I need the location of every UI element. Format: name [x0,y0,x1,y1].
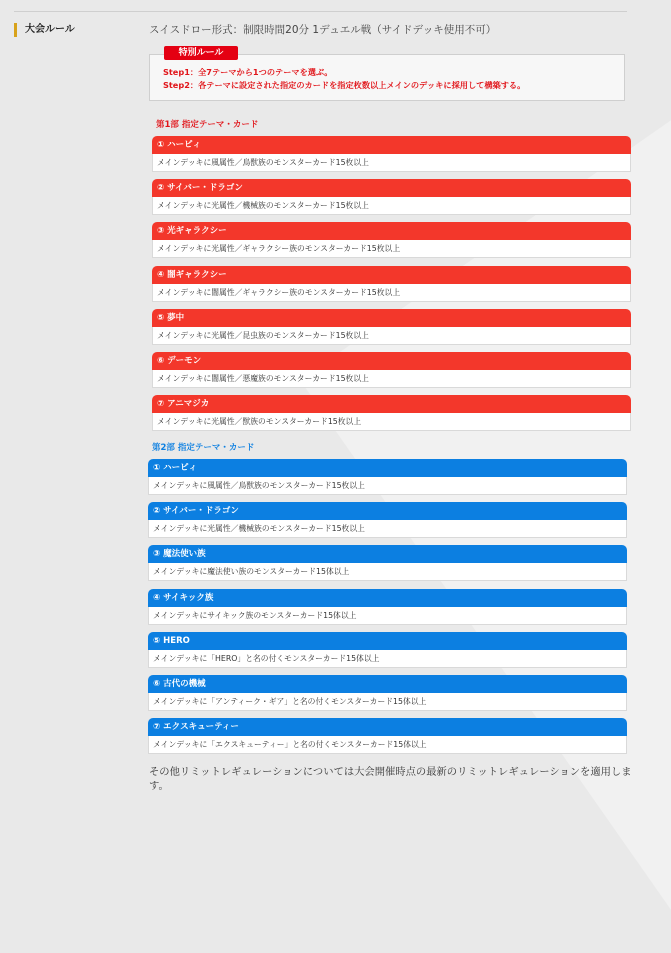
theme-title: ⑦ アニマジカ [152,395,631,413]
theme-title: ⑥ デーモン [152,352,631,370]
theme-card [148,545,627,581]
theme-card [148,718,627,754]
theme-card [152,395,631,431]
theme-title: ⑤ HERO [148,632,627,650]
theme-card [152,352,631,388]
special-rule-step2: Step2：各テーマに設定された指定のカードを指定枚数以上メインのデッキに採用して構築する。 [163,80,526,90]
theme-description: メインデッキに「HERO」と名の付くモンスターカード15体以上 [148,650,627,668]
theme-description: メインデッキに「アンティーク・ギア」と名の付くモンスターカード15体以上 [148,693,627,711]
theme-title: ③ 魔法使い族 [148,545,627,563]
tournament-format-text: スイスドロー形式：制限時間20分 1デュエル戦（サイドデッキ使用不可） [149,24,497,36]
theme-card [152,309,631,345]
part1-heading: 第1部 指定テーマ・カード [156,120,259,130]
theme-title: ⑥ 古代の機械 [148,675,627,693]
theme-card [148,589,627,625]
theme-title: ⑤ 夢中 [152,309,631,327]
theme-title: ④ サイキック族 [148,589,627,607]
theme-card [148,502,627,538]
theme-card [152,222,631,258]
theme-card [148,459,627,495]
theme-description: メインデッキに光属性／機械族のモンスターカード15枚以上 [152,197,631,215]
theme-card [148,632,627,668]
special-rule-tag: 特別ルール [164,46,238,60]
theme-description: メインデッキに光属性／昆虫族のモンスターカード15枚以上 [152,327,631,345]
theme-description: メインデッキに闇属性／悪魔族のモンスターカード15枚以上 [152,370,631,388]
theme-title: ④ 闇ギャラクシー [152,266,631,284]
theme-description: メインデッキに風属性／鳥獣族のモンスターカード15枚以上 [148,477,627,495]
theme-title: ⑦ エクスキューティー [148,718,627,736]
footer-note: その他リミットレギュレーションについては大会開催時点の最新のリミットレギュレーションを適用します。 [149,766,632,792]
theme-card [152,179,631,215]
theme-description: メインデッキに光属性／機械族のモンスターカード15枚以上 [148,520,627,538]
theme-title: ③ 光ギャラクシー [152,222,631,240]
theme-title: ① ハーピィ [148,459,627,477]
part2-heading: 第2部 指定テーマ・カード [152,443,255,453]
special-rule-step1: Step1：全7テーマから1つのテーマを選ぶ。 [163,67,333,77]
theme-card [152,266,631,302]
theme-title: ② サイバー・ドラゴン [148,502,627,520]
theme-title: ② サイバー・ドラゴン [152,179,631,197]
theme-description: メインデッキに闇属性／ギャラクシー族のモンスターカード15枚以上 [152,284,631,302]
section-label: 大会ルール [14,23,75,37]
theme-description: メインデッキにサイキック族のモンスターカード15体以上 [148,607,627,625]
theme-card [152,136,631,172]
theme-title: ① ハーピィ [152,136,631,154]
top-divider [14,11,627,12]
theme-card [148,675,627,711]
theme-description: メインデッキに風属性／鳥獣族のモンスターカード15枚以上 [152,154,631,172]
theme-description: メインデッキに魔法使い族のモンスターカード15体以上 [148,563,627,581]
theme-description: メインデッキに「エクスキューティー」と名の付くモンスターカード15体以上 [148,736,627,754]
theme-description: メインデッキに光属性／獣族のモンスターカード15枚以上 [152,413,631,431]
theme-description: メインデッキに光属性／ギャラクシー族のモンスターカード15枚以上 [152,240,631,258]
